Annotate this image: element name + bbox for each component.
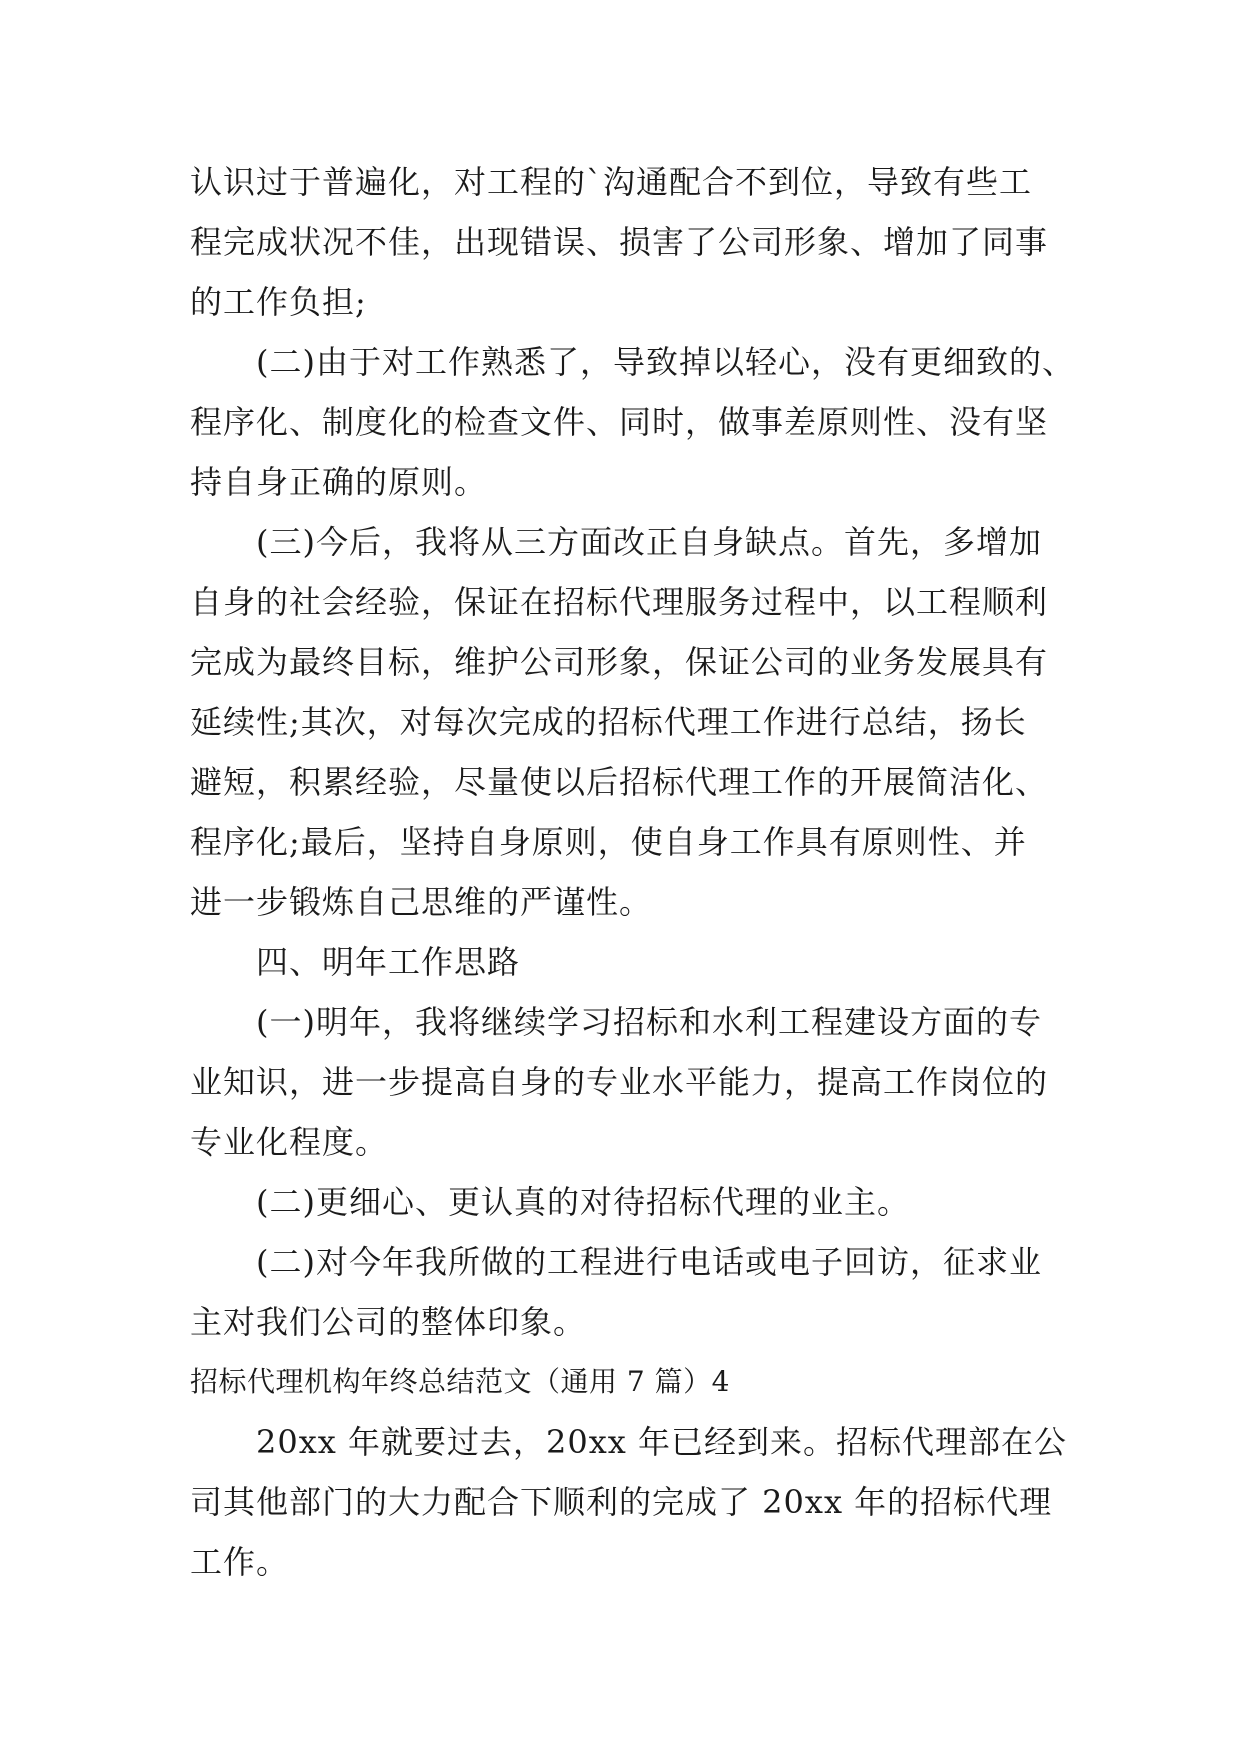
text-line: (二)更细心、更认真的对待招标代理的业主。 xyxy=(190,1183,910,1221)
text-line: 完成为最终目标，维护公司形象，保证公司的业务发展具有 xyxy=(190,643,1049,681)
text-line: 司其他部门的大力配合下顺利的完成了 20xx 年的招标代理 xyxy=(190,1483,1053,1521)
text-line: 进一步锻炼自己思维的严谨性。 xyxy=(190,883,653,921)
text-line: (二)由于对工作熟悉了，导致掉以轻心，没有更细致的、 xyxy=(190,343,1075,381)
text-line: (一)明年，我将继续学习招标和水利工程建设方面的专 xyxy=(190,1003,1042,1041)
article-title: 招标代理机构年终总结范文（通用 7 篇）4 xyxy=(190,1365,730,1398)
text-line: 20xx 年就要过去，20xx 年已经到来。招标代理部在公 xyxy=(190,1423,1067,1461)
text-line: 工作。 xyxy=(190,1543,290,1581)
text-line: 程完成状况不佳，出现错误、损害了公司形象、增加了同事 xyxy=(190,223,1049,261)
text-line: 主对我们公司的整体印象。 xyxy=(190,1303,587,1341)
text-line: 业知识，进一步提高自身的专业水平能力，提高工作岗位的 xyxy=(190,1063,1049,1101)
text-line: 程序化;最后，坚持自身原则，使自身工作具有原则性、并 xyxy=(190,823,1027,861)
text-line: (三)今后，我将从三方面改正自身缺点。首先，多增加 xyxy=(190,523,1042,561)
text-line: 认识过于普遍化，对工程的`沟通配合不到位，导致有些工 xyxy=(190,163,1033,201)
section-heading: 四、明年工作思路 xyxy=(190,943,521,981)
text-line: 延续性;其次，对每次完成的招标代理工作进行总结，扬长 xyxy=(190,703,1027,741)
text-line: (二)对今年我所做的工程进行电话或电子回访，征求业 xyxy=(190,1243,1042,1281)
text-line: 避短，积累经验，尽量使以后招标代理工作的开展简洁化、 xyxy=(190,763,1049,801)
text-line: 程序化、制度化的检查文件、同时，做事差原则性、没有坚 xyxy=(190,403,1049,441)
text-line: 持自身正确的原则。 xyxy=(190,463,488,501)
text-line: 的工作负担; xyxy=(190,283,367,321)
text-line: 自身的社会经验，保证在招标代理服务过程中，以工程顺利 xyxy=(190,583,1049,621)
text-line: 专业化程度。 xyxy=(190,1123,389,1161)
document-body xyxy=(190,152,1075,1592)
